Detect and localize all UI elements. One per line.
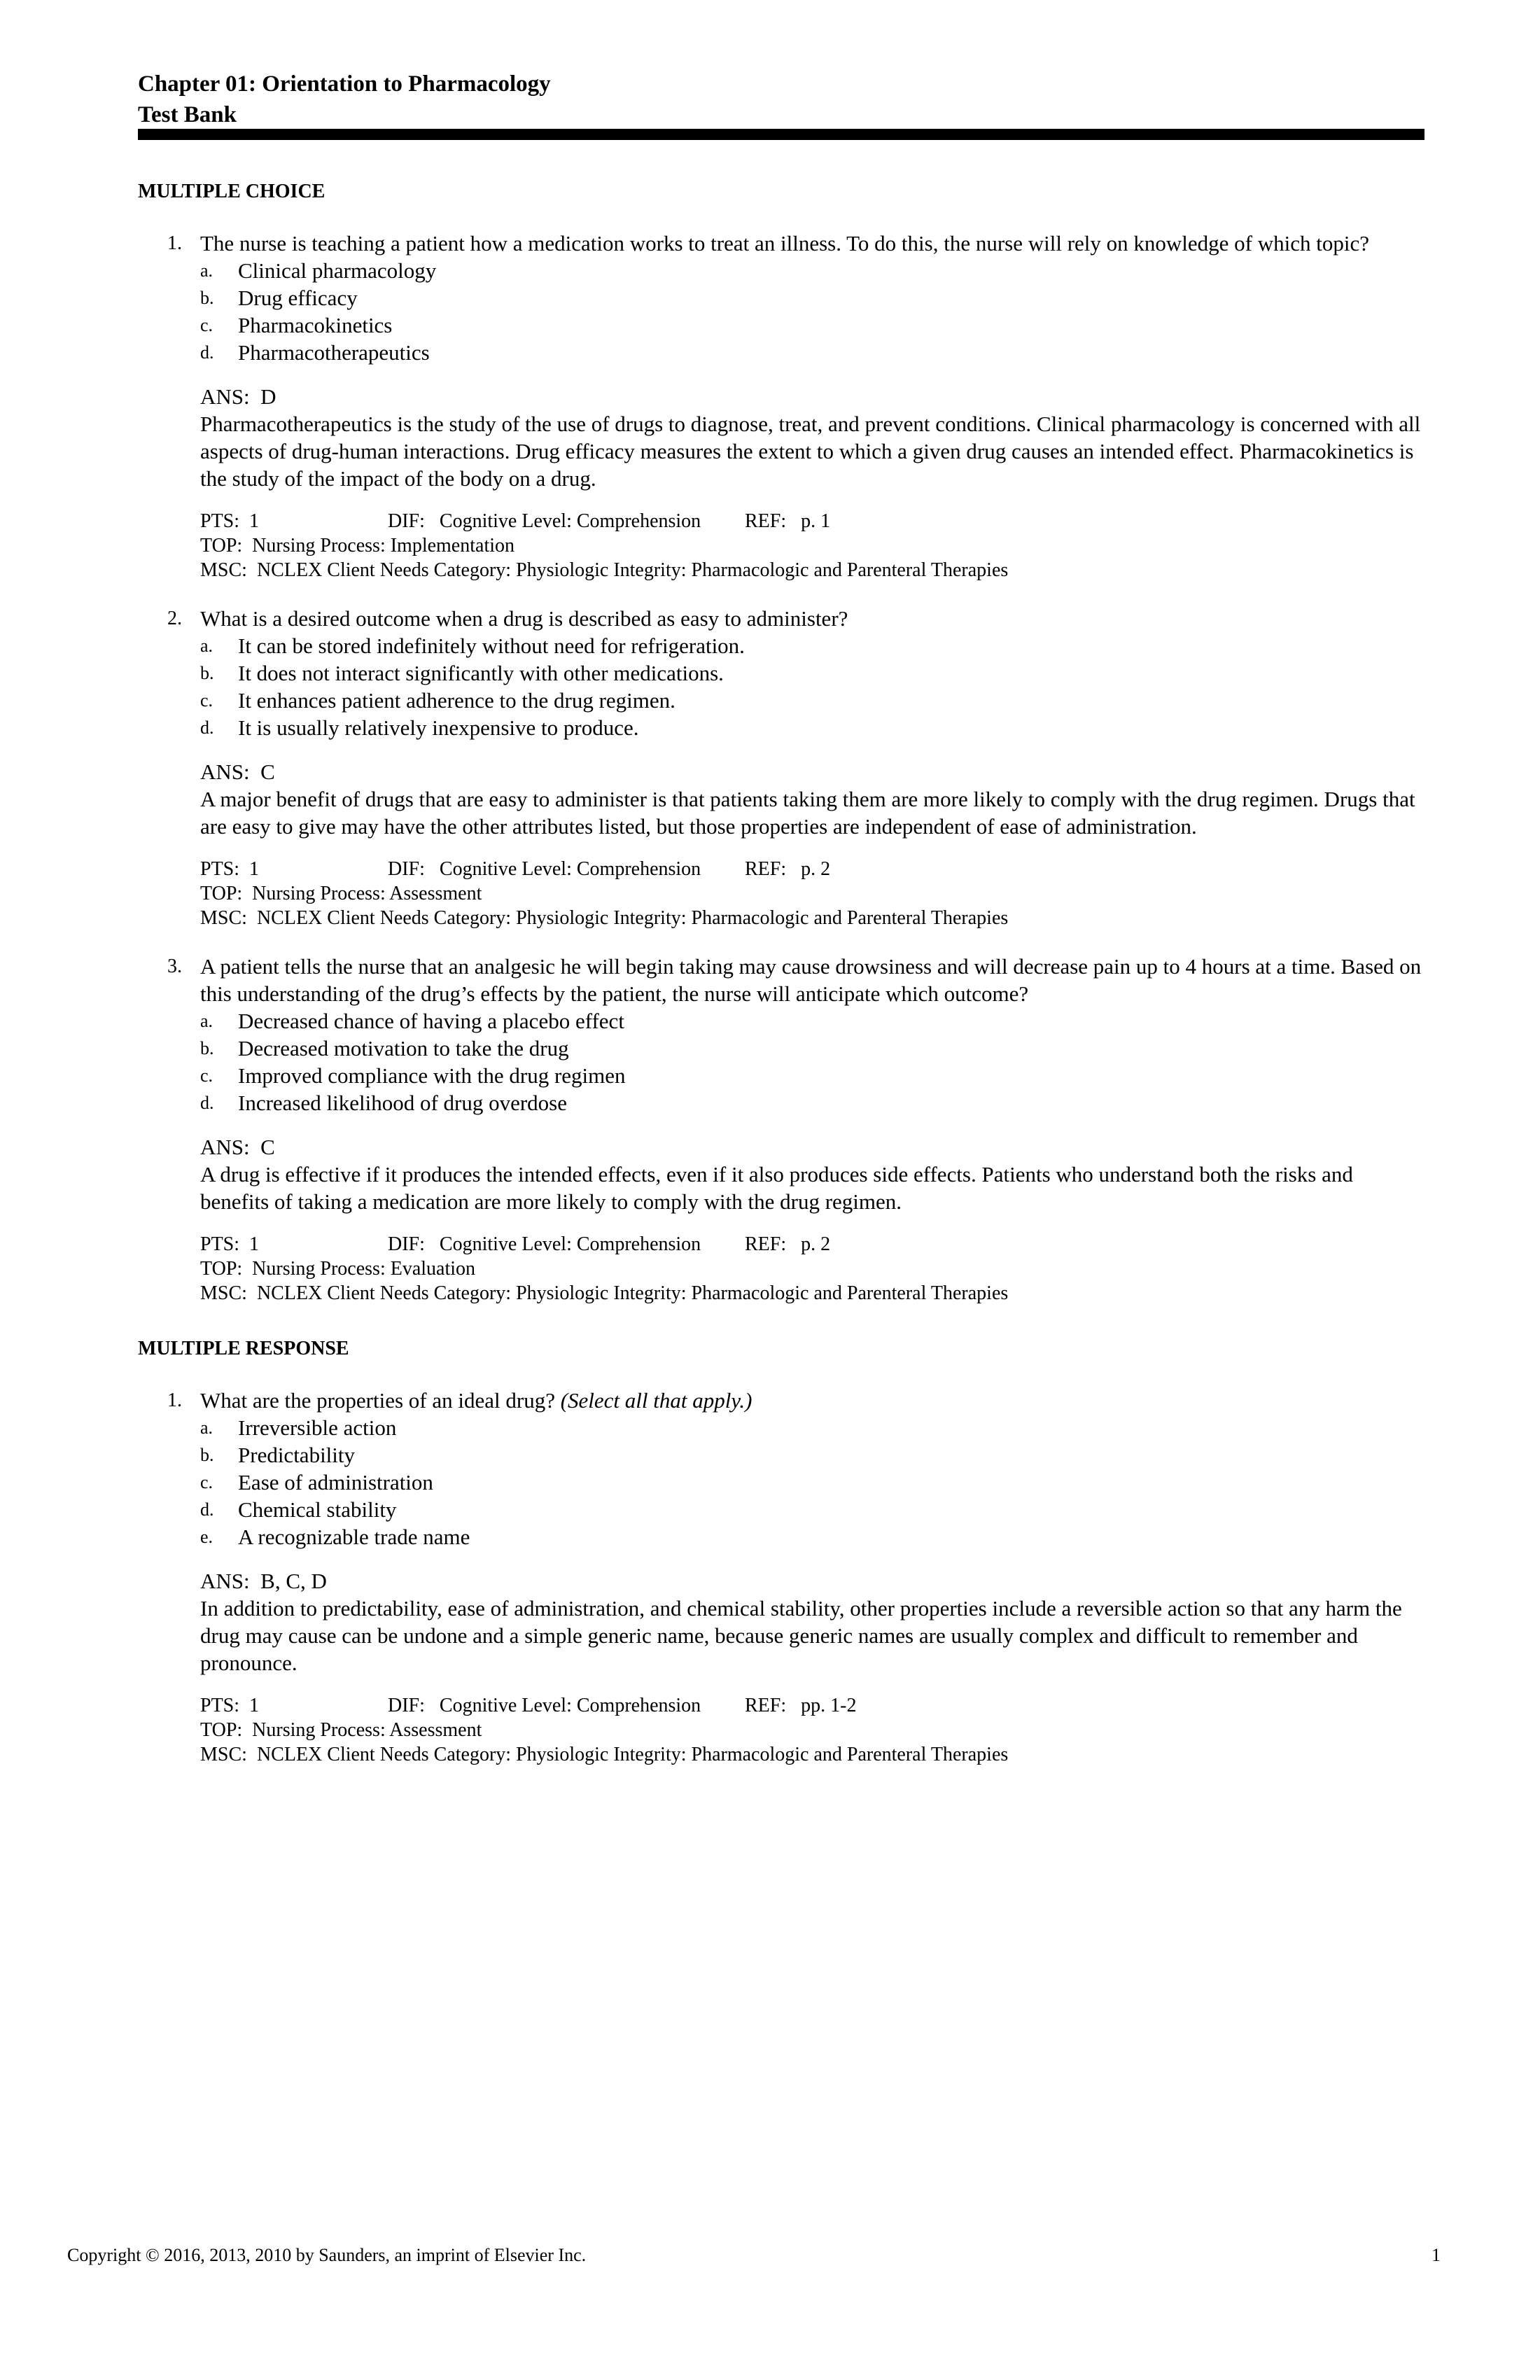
difficulty	[388, 857, 745, 881]
header-rule	[138, 129, 1424, 140]
answer-label: ANS:	[200, 384, 250, 409]
question-item	[138, 605, 1424, 930]
reference-label: REF:	[745, 1695, 787, 1716]
difficulty-value: Cognitive Level: Comprehension	[439, 510, 701, 532]
question-number: 1.	[167, 1390, 182, 1411]
answer-label: ANS:	[200, 1135, 250, 1159]
msc-label: MSC:	[200, 1282, 247, 1304]
topic-value: Nursing Process: Evaluation	[252, 1258, 476, 1280]
answer-block	[200, 758, 1424, 840]
option-letter: c.	[200, 690, 214, 710]
points	[200, 1232, 388, 1256]
option-text: A recognizable trade name	[238, 1525, 470, 1549]
question-metadata	[200, 1232, 1424, 1306]
question-stem-text: What is a desired outcome when a drug is described as easy to administer?	[200, 606, 848, 631]
reference	[745, 857, 830, 881]
copyright-notice: Copyright © 2016, 2013, 2010 by Saunders, an imprint of Elsevier Inc.	[67, 2245, 587, 2265]
option-letter: d.	[200, 718, 214, 738]
difficulty	[388, 509, 745, 533]
difficulty-value: Cognitive Level: Comprehension	[439, 1695, 701, 1716]
points-value: 1	[249, 1695, 260, 1716]
reference-label: REF:	[745, 510, 787, 532]
option-text: Chemical stability	[238, 1497, 397, 1522]
topic-label: TOP:	[200, 1258, 243, 1280]
topic-label: TOP:	[200, 883, 243, 904]
page-number: 1	[1432, 2245, 1441, 2265]
answer-option	[200, 1089, 1424, 1116]
answer-label: ANS:	[200, 760, 250, 784]
topic-label: TOP:	[200, 1719, 243, 1741]
answer-key	[200, 1133, 1424, 1161]
reference-value: p. 2	[801, 1233, 831, 1255]
meta-row-pts	[200, 1232, 1424, 1256]
option-text: Pharmacotherapeutics	[238, 340, 430, 365]
answer-options	[200, 1414, 1424, 1550]
option-text: Ease of administration	[238, 1470, 433, 1494]
reference	[745, 1232, 830, 1256]
option-letter: d.	[200, 1093, 214, 1113]
question-metadata	[200, 857, 1424, 930]
answer-option	[200, 1007, 1424, 1035]
section-multiple-choice	[138, 178, 1424, 1306]
answer-options	[200, 257, 1424, 366]
question-item	[138, 230, 1424, 582]
msc-label: MSC:	[200, 1744, 247, 1765]
question-stem	[200, 605, 1424, 632]
difficulty-label: DIF:	[388, 510, 425, 532]
answer-option	[200, 632, 1424, 659]
rationale: A major benefit of drugs that are easy to administer is that patients taking them are more likely to comply with the drug regimen. Drugs that are easy to give may have the other attributes listed, but those properties are independent of ease of administration.	[200, 787, 1415, 839]
section-multiple-response	[138, 1335, 1424, 1767]
points-value: 1	[249, 510, 260, 532]
option-text: Clinical pharmacology	[238, 258, 437, 283]
option-letter: d.	[200, 1499, 214, 1520]
meta-row-pts	[200, 857, 1424, 881]
rationale: A drug is effective if it produces the intended effects, even if it also produces side effects. Patients who understand both the risks and benefits of taking a medication are more likely to comply with the drug regimen.	[200, 1162, 1353, 1214]
option-letter: b.	[200, 663, 214, 683]
meta-row-msc	[200, 558, 1424, 582]
meta-row-top	[200, 1256, 1424, 1281]
points-label: PTS:	[200, 1695, 240, 1716]
test-bank-label: Test Bank	[138, 102, 237, 127]
topic-label: TOP:	[200, 535, 243, 556]
answer-option	[200, 714, 1424, 741]
answer-option	[200, 1414, 1424, 1441]
difficulty-label: DIF:	[388, 1233, 425, 1255]
rationale: Pharmacotherapeutics is the study of the use of drugs to diagnose, treat, and prevent conditions. Clinical pharmacology is concerned with all aspects of drug-human interactions. Drug efficacy measures the extent to which a given drug causes an intended effect. Pharmacokinetics is the study of the impact of the body on a drug.	[200, 412, 1421, 491]
answer-option	[200, 312, 1424, 339]
question-stem	[200, 230, 1424, 257]
option-text: Decreased chance of having a placebo effect	[238, 1009, 624, 1033]
question-item	[138, 953, 1424, 1306]
meta-row-msc	[200, 1281, 1424, 1306]
option-letter: b.	[200, 1445, 214, 1465]
meta-row-msc	[200, 1742, 1424, 1767]
question-number: 2.	[167, 608, 182, 629]
answer-option	[200, 257, 1424, 284]
answer-option	[200, 659, 1424, 687]
question-metadata	[200, 509, 1424, 582]
points	[200, 857, 388, 881]
meta-row-pts	[200, 1693, 1424, 1718]
answer-option	[200, 1523, 1424, 1550]
answer-option	[200, 687, 1424, 714]
section-title: MULTIPLE RESPONSE	[138, 1338, 349, 1359]
difficulty	[388, 1232, 745, 1256]
answer-option	[200, 1496, 1424, 1523]
reference-value: pp. 1-2	[801, 1695, 857, 1716]
answer-option	[200, 1469, 1424, 1496]
difficulty-value: Cognitive Level: Comprehension	[439, 1233, 701, 1255]
option-text: Improved compliance with the drug regimen	[238, 1063, 626, 1088]
document-body	[138, 178, 1424, 1789]
option-letter: c.	[200, 1472, 214, 1492]
answer-value: C	[260, 1135, 275, 1159]
meta-row-top	[200, 881, 1424, 906]
meta-row-msc	[200, 906, 1424, 930]
difficulty-label: DIF:	[388, 858, 425, 880]
option-text: It is usually relatively inexpensive to produce.	[238, 715, 639, 740]
topic-value: Nursing Process: Implementation	[252, 535, 514, 556]
option-letter: c.	[200, 1065, 214, 1086]
points-label: PTS:	[200, 858, 240, 880]
question-item	[138, 1387, 1424, 1767]
option-letter: a.	[200, 1418, 214, 1438]
option-text: Drug efficacy	[238, 286, 358, 310]
option-text: Decreased motivation to take the drug	[238, 1036, 569, 1060]
answer-value: C	[260, 760, 275, 784]
option-letter: b.	[200, 1038, 214, 1058]
select-all-note: (Select all that apply.)	[560, 1388, 752, 1413]
option-text: Increased likelihood of drug overdose	[238, 1091, 568, 1115]
answer-options	[200, 632, 1424, 741]
question-number: 3.	[167, 955, 182, 977]
option-letter: a.	[200, 1011, 214, 1031]
option-text: It can be stored indefinitely without need for refrigeration.	[238, 634, 745, 658]
document-header	[138, 69, 551, 130]
answer-key	[200, 1567, 1424, 1595]
answer-option	[200, 1441, 1424, 1469]
answer-block	[200, 1567, 1424, 1676]
option-text: It does not interact significantly with other medications.	[238, 661, 724, 685]
answer-option	[200, 1062, 1424, 1089]
question-stem	[200, 1387, 1424, 1414]
reference-value: p. 2	[801, 858, 831, 880]
points	[200, 1693, 388, 1718]
points-label: PTS:	[200, 1233, 240, 1255]
reference	[745, 509, 830, 533]
difficulty	[388, 1693, 745, 1718]
option-letter: b.	[200, 288, 214, 308]
msc-value: NCLEX Client Needs Category: Physiologic Integrity: Pharmacologic and Parenteral Therapies	[256, 1744, 1009, 1765]
answer-block	[200, 1133, 1424, 1215]
option-text: It enhances patient adherence to the drug regimen.	[238, 688, 676, 713]
answer-options	[200, 1007, 1424, 1116]
reference-label: REF:	[745, 858, 787, 880]
option-letter: e.	[200, 1527, 214, 1547]
answer-option	[200, 1035, 1424, 1062]
topic-value: Nursing Process: Assessment	[252, 883, 482, 904]
answer-value: B, C, D	[260, 1569, 327, 1593]
question-metadata	[200, 1693, 1424, 1767]
option-letter: c.	[200, 315, 214, 335]
points-value: 1	[249, 858, 260, 880]
points-value: 1	[249, 1233, 260, 1255]
meta-row-pts	[200, 509, 1424, 533]
answer-option	[200, 339, 1424, 366]
answer-option	[200, 284, 1424, 312]
reference-label: REF:	[745, 1233, 787, 1255]
msc-label: MSC:	[200, 907, 247, 929]
answer-label: ANS:	[200, 1569, 250, 1593]
difficulty-value: Cognitive Level: Comprehension	[439, 858, 701, 880]
question-number: 1.	[167, 232, 182, 254]
question-stem-text: What are the properties of an ideal drug?	[200, 1388, 555, 1413]
answer-key	[200, 758, 1424, 785]
section-title: MULTIPLE CHOICE	[138, 181, 326, 202]
msc-label: MSC:	[200, 559, 247, 581]
reference	[745, 1693, 856, 1718]
difficulty-label: DIF:	[388, 1695, 425, 1716]
question-stem-text: The nurse is teaching a patient how a medication works to treat an illness. To do this, the nurse will rely on knowledge of which topic?	[200, 231, 1369, 255]
reference-value: p. 1	[801, 510, 831, 532]
question-stem	[200, 953, 1424, 1007]
msc-value: NCLEX Client Needs Category: Physiologic Integrity: Pharmacologic and Parenteral Therapies	[256, 559, 1009, 581]
meta-row-top	[200, 1718, 1424, 1742]
question-stem-text: A patient tells the nurse that an analgesic he will begin taking may cause drowsiness and will decrease pain up to 4 hours at a time. Based on this understanding of the drug’s effects by the patient, the nurse will anticipate which outcome?	[200, 954, 1422, 1006]
msc-value: NCLEX Client Needs Category: Physiologic Integrity: Pharmacologic and Parenteral Therapies	[256, 1282, 1009, 1304]
option-text: Pharmacokinetics	[238, 313, 393, 337]
topic-value: Nursing Process: Assessment	[252, 1719, 482, 1741]
points-label: PTS:	[200, 510, 240, 532]
chapter-title: Chapter 01: Orientation to Pharmacology	[138, 71, 551, 97]
answer-value: D	[260, 384, 276, 409]
meta-row-top	[200, 533, 1424, 558]
points	[200, 509, 388, 533]
rationale: In addition to predictability, ease of administration, and chemical stability, other properties include a reversible action so that any harm the drug may cause can be undone and a simple generic name, because generic names are usually complex and difficult to remember and pronounce.	[200, 1596, 1402, 1675]
option-letter: a.	[200, 260, 214, 281]
answer-block	[200, 383, 1424, 492]
answer-key	[200, 383, 1424, 410]
msc-value: NCLEX Client Needs Category: Physiologic Integrity: Pharmacologic and Parenteral Therapies	[256, 907, 1009, 929]
option-text: Predictability	[238, 1443, 356, 1467]
option-text: Irreversible action	[238, 1415, 397, 1440]
option-letter: a.	[200, 636, 214, 656]
option-letter: d.	[200, 342, 214, 363]
